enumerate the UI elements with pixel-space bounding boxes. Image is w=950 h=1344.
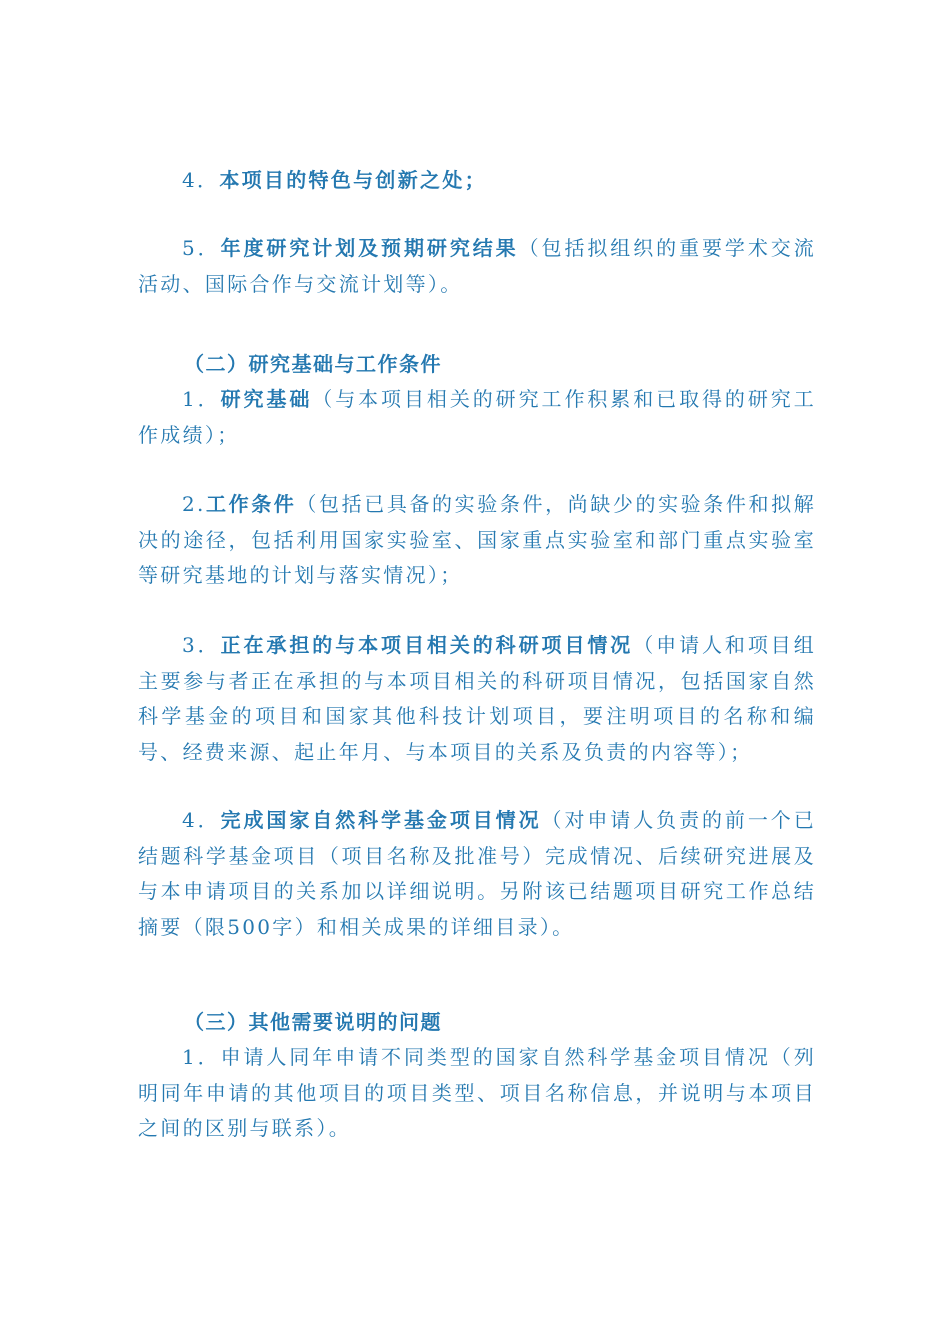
- item-working-conditions: [138, 487, 816, 594]
- item-number: 4．: [182, 808, 221, 832]
- item-number: 1．: [182, 1045, 221, 1069]
- item-features-innovation: [138, 163, 816, 199]
- item-completed-projects: [138, 803, 816, 945]
- item-description: （包括拟组织的重要学术交流活动、国际合作与交流计划等）。: [138, 236, 817, 296]
- item-number: 1．: [182, 387, 221, 411]
- item-description: （对申请人负责的前一个已结题科学基金项目（项目名称及批准号）完成情况、后续研究进展及与本申请项目的关系加以详细说明。另附该已结题项目研究工作总结摘要（限500字）和相关成果的详细目录）。: [138, 808, 816, 939]
- item-number: 5．: [182, 236, 221, 260]
- item-title: 年度研究计划及预期研究结果: [220, 236, 519, 260]
- item-title: 完成国家自然科学基金项目情况: [220, 808, 542, 832]
- item-title: 本项目的特色与创新之处；: [219, 168, 487, 192]
- item-description: （申请人和项目组主要参与者正在承担的与本项目相关的科研项目情况，包括国家自然科学基金的项目和国家其他科技计划项目，要注明项目的名称和编号、经费来源、起止年月、与本项目的关系及负责的内容等）；: [138, 633, 816, 764]
- item-number: 3．: [182, 633, 221, 657]
- item-number: 4．: [182, 168, 220, 192]
- item-description: （与本项目相关的研究工作积累和已取得的研究工作成绩）；: [138, 387, 816, 447]
- item-annual-plan: [138, 231, 816, 302]
- item-description: （包括已具备的实验条件，尚缺少的实验条件和拟解决的途径，包括利用国家实验室、国家重点实验室和部门重点实验室等研究基地的计划与落实情况）；: [138, 492, 817, 587]
- item-same-year-applications: [138, 1040, 816, 1147]
- item-description: 申请人同年申请不同类型的国家自然科学基金项目情况（列明同年申请的其他项目的项目类型、项目名称信息，并说明与本项目之间的区别与联系）。: [138, 1045, 816, 1140]
- item-research-foundation: [138, 382, 816, 453]
- item-number: 2.: [182, 492, 206, 516]
- item-ongoing-projects: [138, 628, 816, 770]
- item-title: 工作条件: [205, 492, 297, 516]
- section-heading-research-foundation: （二）研究基础与工作条件: [184, 352, 442, 376]
- item-title: 研究基础: [220, 387, 313, 411]
- item-title: 正在承担的与本项目相关的科研项目情况: [220, 633, 634, 657]
- section-heading-other-issues: （三）其他需要说明的问题: [184, 1010, 442, 1034]
